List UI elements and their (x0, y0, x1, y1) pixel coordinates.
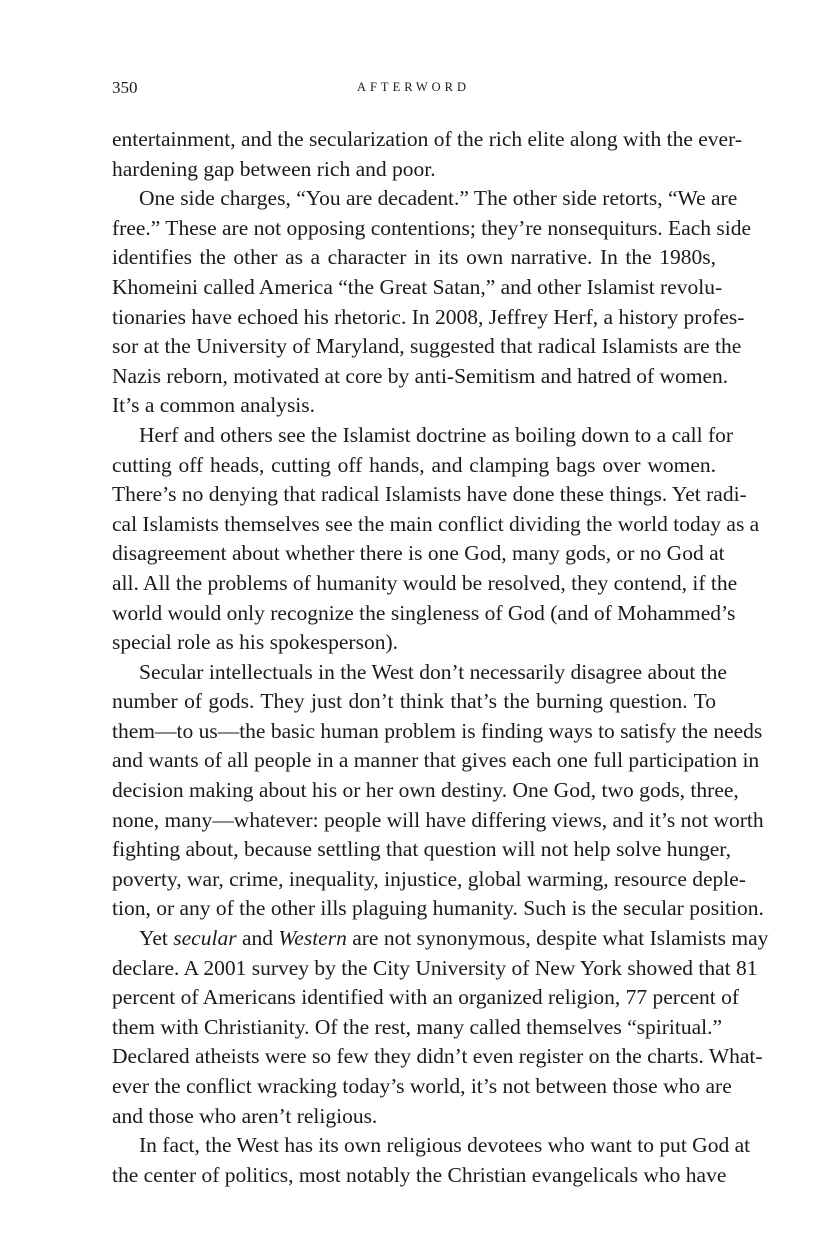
paragraph (112, 924, 769, 1131)
text-line: number of gods. They just don’t think that’s the burning question. To (112, 689, 716, 714)
text-line: poverty, war, crime, inequality, injustice, global warming, resource deple- (112, 866, 746, 891)
text-line: disagreement about whether there is one God, many gods, or no God at (112, 541, 725, 566)
paragraph (112, 421, 760, 658)
text-line: percent of Americans identified with an organized religion, 77 percent of (112, 985, 740, 1010)
text-line: none, many—whatever: people will have differing views, and it’s not worth (112, 807, 764, 832)
text-line: It’s a common analysis. (112, 393, 316, 418)
italic-text: Western (278, 926, 347, 951)
text-line: and those who aren’t religious. (112, 1103, 378, 1128)
text-line: all. All the problems of humanity would be resolved, they contend, if the (112, 570, 738, 595)
text-span: Yet (139, 926, 174, 951)
text-line: Khomeini called America “the Great Satan,” and other Islamist revolu- (112, 274, 723, 299)
text-line: fighting about, because settling that question will not help solve hunger, (112, 837, 731, 862)
text-line: hardening gap between rich and poor. (112, 156, 436, 181)
text-line: tion, or any of the other ills plaguing humanity. Such is the secular position. (112, 896, 764, 921)
italic-text: secular (173, 926, 237, 951)
text-line: There’s no denying that radical Islamists have done these things. Yet radi- (112, 482, 747, 507)
text-line: entertainment, and the secularization of the rich elite along with the ever- (112, 127, 742, 151)
text-line: ever the conflict wracking today’s world, it’s not between those who are (112, 1074, 732, 1098)
text-line: cutting off heads, cutting off hands, and clamping bags over women. (112, 452, 716, 477)
text-line: tionaries have echoed his rhetoric. In 2008, Jeffrey Herf, a history profes- (112, 304, 745, 329)
page-number: 350 (112, 78, 138, 97)
text-span: are not synonymous, despite what Islamists may (346, 926, 769, 951)
running-head: AFTERWORD (356, 80, 471, 94)
paragraph (112, 184, 752, 421)
text-line: In fact, the West has its own religious devotees who want to put God at (139, 1133, 751, 1158)
text-span: and (236, 926, 279, 951)
text-line: the center of politics, most notably the Christian evangelicals who have (112, 1162, 727, 1187)
text-line: special role as his spokesperson). (112, 630, 398, 655)
text-line: declare. A 2001 survey by the City University of New York showed that 81 (112, 955, 758, 980)
text-line: them—to us—the basic human problem is finding ways to satisfy the needs (112, 718, 763, 743)
text-line (112, 924, 769, 954)
paragraph (112, 1131, 751, 1190)
text-line: Declared atheists were so few they didn’t even register on the charts. What- (112, 1044, 763, 1069)
paragraph (112, 125, 742, 184)
text-line: cal Islamists themselves see the main conflict dividing the world today as a (112, 511, 760, 536)
text-line: decision making about his or her own destiny. One God, two gods, three, (112, 778, 739, 803)
text-line: Secular intellectuals in the West don’t necessarily disagree about the (139, 659, 727, 684)
text-line: identifies the other as a character in its own narrative. In the 1980s, (112, 245, 716, 270)
text-line: world would only recognize the singleness of God (and of Mohammed’s (112, 600, 736, 625)
text-line: Herf and others see the Islamist doctrine as boiling down to a call for (139, 422, 734, 447)
text-line: and wants of all people in a manner that gives each one full participation in (112, 748, 760, 773)
body-text (112, 125, 769, 1190)
text-line: Nazis reborn, motivated at core by anti-Semitism and hatred of women. (112, 363, 729, 388)
text-line: sor at the University of Maryland, suggested that radical Islamists are the (112, 334, 742, 359)
paragraph (112, 658, 764, 924)
text-line: them with Christianity. Of the rest, many called themselves “spiritual.” (112, 1014, 723, 1039)
text-line: One side charges, “You are decadent.” The other side retorts, “We are (139, 186, 738, 211)
text-line: free.” These are not opposing contentions; they’re nonsequiturs. Each side (112, 215, 752, 240)
